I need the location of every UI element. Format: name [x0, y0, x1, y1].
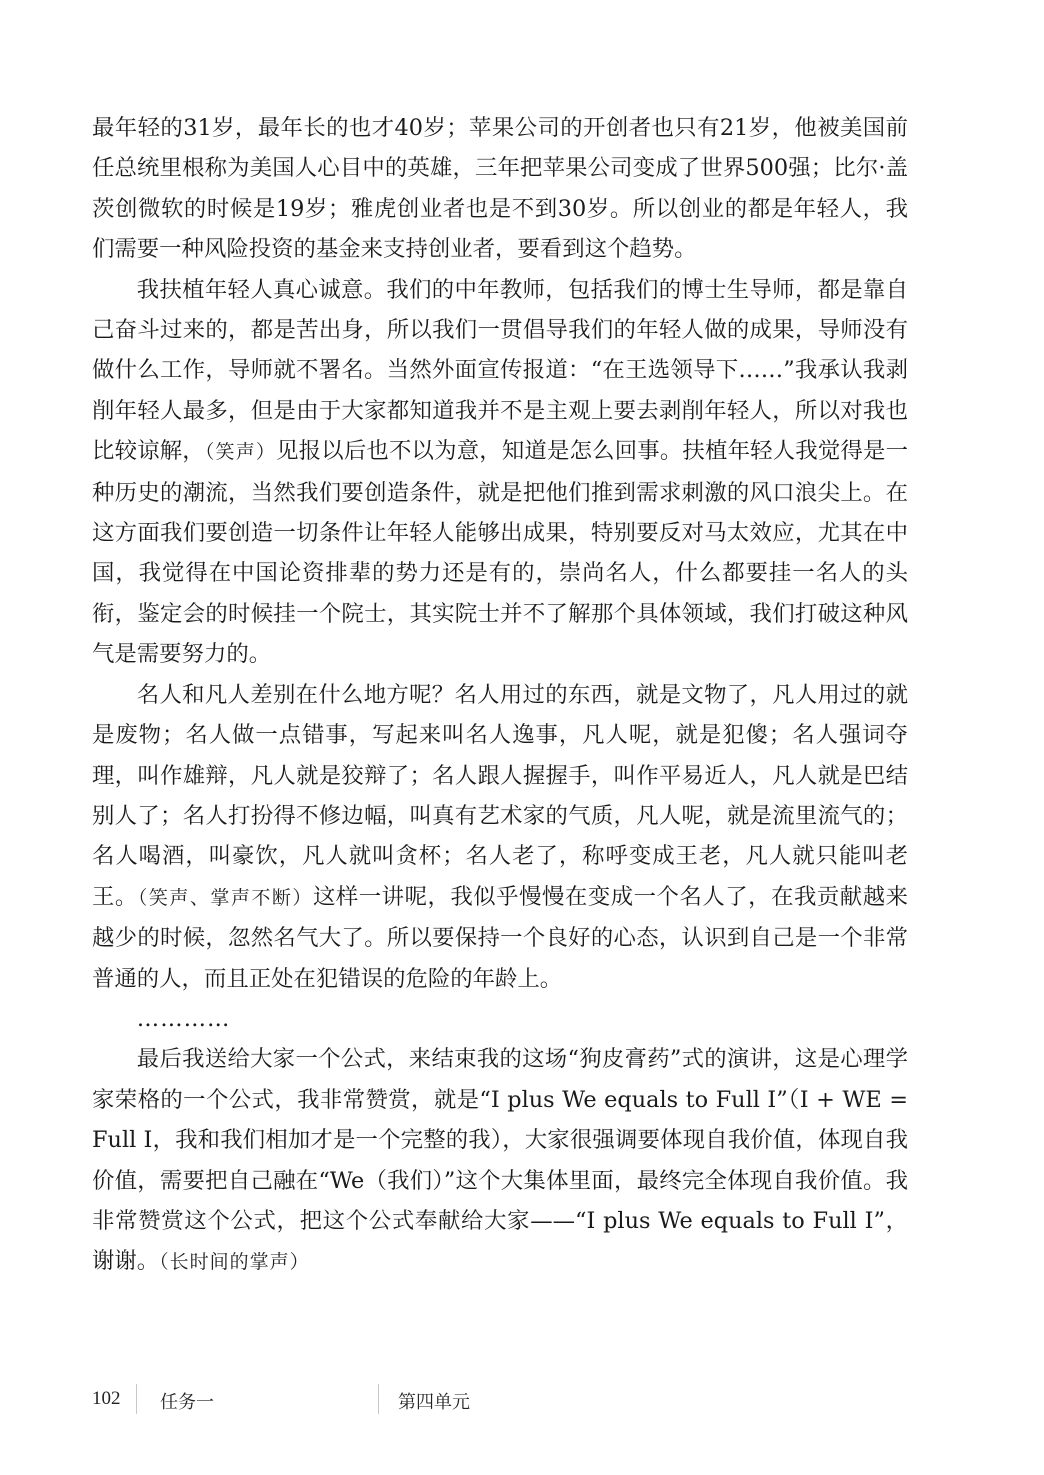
ellipsis-text: …………	[136, 1005, 231, 1032]
footer-task-label: 任务一	[160, 1392, 214, 1413]
page-number: 102	[92, 1388, 121, 1409]
paragraph-text: 名人和凡人差别在什么地方呢？名人用过的东西，就是文物了，凡人用过的就是废物；名人做一点错事，写起来叫名人逸事，凡人呢，就是犯傻；名人强词夺理，叫作雄辩，凡人就是狡辩了；名人跟人握握手，叫作平易近人，凡人就是巴结别人了；名人打扮得不修边幅，叫真有艺术家的气质，凡人呢，就是流里流气的；名人喝酒，叫豪饮，凡人就叫贪杯；名人老了，称呼变成王老，凡人就只能叫老王。	[92, 681, 908, 910]
paragraph-continued	[92, 108, 908, 270]
paragraph	[92, 675, 908, 999]
paragraph	[92, 1039, 908, 1282]
omission-ellipsis	[92, 999, 908, 1039]
body-text	[92, 108, 908, 1283]
footer-divider	[136, 1384, 137, 1414]
paragraph	[92, 270, 908, 675]
paragraph-text: 这样一讲呢，我似乎慢慢在变成一个名人了，在我贡献越来越少的时候，忽然名气大了。所以要保持一个良好的心态，认识到自己是一个非常普通的人，而且正处在犯错误的危险的年龄上。	[92, 883, 908, 992]
stage-note: （笑声、掌声不断）	[137, 886, 313, 909]
paragraph-text: 最后我送给大家一个公式，来结束我的这场“狗皮膏药”式的演讲，这是心理学家荣格的一个公式，我非常赞赏，就是“I plus We equals to Full I”（I + WE = Full I，我和我们相加才是一个完整的我），大家很强调要体现自我价值，体现自我价值，需要把自己融在“We（我们）”这个大集体里面，最终完全体现自我价值。我非常赞赏这个公式，把这个公式奉献给大家——“I plus We equals to Full I”，谢谢。	[92, 1046, 908, 1275]
paragraph-text: 我扶植年轻人真心诚意。我们的中年教师，包括我们的博士生导师，都是靠自己奋斗过来的，都是苦出身，所以我们一贯倡导我们的年轻人做的成果，导师没有做什么工作，导师就不署名。当然外面宣传报道：“在王选领导下……”我承认我剥削年轻人最多，但是由于大家都知道我并不是主观上要去剥削年轻人，所以对我也比较谅解，	[92, 276, 908, 465]
paragraph-text: 见报以后也不以为意，知道是怎么回事。扶植年轻人我觉得是一种历史的潮流，当然我们要创造条件，就是把他们推到需求刺激的风口浪尖上。在这方面我们要创造一切条件让年轻人能够出成果，特别要反对马太效应，尤其在中国，我觉得在中国论资排辈的势力还是有的，崇尚名人，什么都要挂一名人的头衔，鉴定会的时候挂一个院士，其实院士并不了解那个具体领域，我们打破这种风气是需要努力的。	[92, 438, 908, 668]
paragraph-text: 最年轻的31岁，最年长的也才40岁；苹果公司的开创者也只有21岁，他被美国前任总统里根称为美国人心目中的英雄，三年把苹果公司变成了世界500强；比尔·盖茨创微软的时候是19岁；雅虎创业者也是不到30岁。所以创业的都是年轻人，我们需要一种风险投资的基金来支持创业者，要看到这个趋势。	[92, 115, 908, 263]
footer-divider	[378, 1384, 379, 1414]
stage-note: （笑声）	[204, 441, 277, 464]
stage-note: （长时间的掌声）	[159, 1251, 310, 1274]
page-footer	[0, 1382, 1044, 1422]
footer-unit-label: 第四单元	[398, 1392, 470, 1413]
